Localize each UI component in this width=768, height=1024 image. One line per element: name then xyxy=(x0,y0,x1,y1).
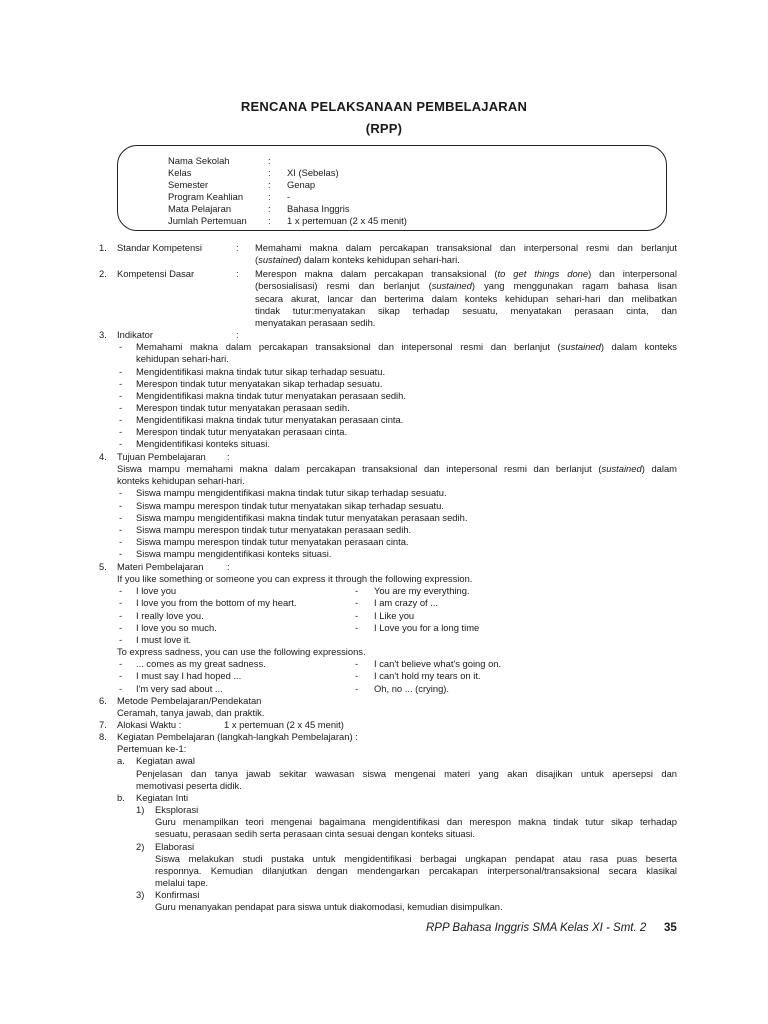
step-number: 3) xyxy=(136,889,145,900)
step-number: 1) xyxy=(136,804,145,815)
section-text: (sustained) dalam konteks kehidupan sehari-hari. xyxy=(255,254,460,265)
section-colon: : xyxy=(227,451,230,462)
expression-item: Oh, no ... (crying). xyxy=(374,683,450,694)
bullet-dash: - xyxy=(119,390,123,401)
bullet-dash: - xyxy=(119,500,123,511)
step-text: responnya. Kemudian dilanjutkan dengan mendengarkan percakapan interpersonal/transaksional secara klasikal xyxy=(155,865,677,876)
expression-item: I can't hold my tears on it. xyxy=(374,670,481,681)
bullet-dash: - xyxy=(119,634,123,645)
sub-number: a. xyxy=(117,755,125,766)
section-text: tindak tutur:menyatakan sikap terhadap sesuatu, menyatakan perasaan cinta, dan xyxy=(255,305,677,316)
sub-text: Penjelasan dan tanya jawab sekitar wawasan siswa mengenai materi yang akan disajikan untuk apersepsi dan xyxy=(136,768,677,779)
footer-title: RPP Bahasa Inggris SMA Kelas XI - Smt. 2 xyxy=(426,922,647,934)
bullet-dash: - xyxy=(355,597,359,608)
list-item: Mengidentifikasi konteks situasi. xyxy=(136,438,270,449)
bullet-dash: - xyxy=(119,487,123,498)
list-item: kehidupan sehari-hari. xyxy=(136,353,229,364)
bullet-dash: - xyxy=(119,622,123,633)
sub-label: Kegiatan awal xyxy=(136,755,195,766)
step-text: Guru menanyakan pendapat para siswa untuk diakomodasi, kemudian disimpulkan. xyxy=(155,901,503,912)
page-title: RENCANA PELAKSANAAN PEMBELAJARAN xyxy=(240,99,528,114)
page-number: 35 xyxy=(664,922,677,934)
bullet-dash: - xyxy=(119,426,123,437)
section-text: secara akurat, lancar dan berterima dalam konteks kehidupan sehari-hari dan melibatkan xyxy=(255,293,677,304)
expression-item: I Like you xyxy=(374,610,415,621)
section-label: Kompetensi Dasar xyxy=(117,268,195,279)
section-number: 1. xyxy=(99,242,107,253)
section-number: 8. xyxy=(99,731,107,742)
bullet-dash: - xyxy=(119,585,123,596)
section-label: Kegiatan Pembelajaran (langkah-langkah Pembelajaran) : xyxy=(117,731,358,742)
list-item: Merespon tindak tutur menyatakan perasaan cinta. xyxy=(136,426,348,437)
list-item: Merespon tindak tutur menyatakan sikap terhadap sesuatu. xyxy=(136,378,383,389)
bullet-dash: - xyxy=(119,341,123,352)
step-number: 2) xyxy=(136,841,145,852)
bullet-dash: - xyxy=(119,683,123,694)
section-number: 5. xyxy=(99,561,107,572)
document-page: RENCANA PELAKSANAAN PEMBELAJARAN (RPP) Nama Sekolah : Kelas : XI (Sebelas) Semester : Genap Program Keahlian : - Mata Pelajaran : Bahasa Inggris Jumlah Pertemuan : 1 x pertemuan (2 x 45 menit) 1. Standar Kompetensi : Memahami makna dalam percakapan transaksional dan interpersonal resmi dan berlanjut (sustained) dalam konteks kehidupan sehari-hari. 2. Kompetensi Dasar : Merespon makna dalam percakapan transaksional (to get things done) dan interpersonal (bersosialisasi) resmi dan berlanjut (sustained) yang menggunakan ragam bahasa lisan secara akurat, lancar dan berterima dalam konteks kehidupan sehari-hari dan melibatkan tindak tutur:menyatakan sikap terhadap sesuatu, menyatakan perasaan cinta, dan menyatakan perasaan sedih. 3. Indikator : - Memahami makna dalam percakapan transaksional dan intepersonal resmi dan berlanjut (sustained) dalam konteks kehidupan sehari-hari. - Mengidentifikasi makna tindak tutur sikap terhadap sesuatu. - Merespon tindak tutur menyatakan sikap terhadap sesuatu. - Mengidentifikasi makna tindak tutur menyatakan perasaan sedih. - Merespon tindak tutur menyatakan perasaan sedih. - Mengidentifikasi makna tindak tutur menyatakan perasaan cinta. - Merespon tindak tutur menyatakan perasaan cinta. - Mengidentifikasi konteks situasi. 4. Tujuan Pembelajaran : Siswa mampu memahami makna dalam percakapan transaksional dan intepersonal resmi dan berlanjut (sustained) dalam konteks kehidupan sehari-hari. - Siswa mampu mengidentifikasi makna tindak tutur sikap terhadap sesuatu. - Siswa mampu merespon tindak tutur menyatakan sikap terhadap sesuatu. - Siswa mampu mengidentifikasi makna tindak tutur menyatakan perasaan sedih. - Siswa mampu merespon tindak tutur menyatakan perasaan sedih. - Siswa mampu merespon tindak tutur menyatakan perasaan cinta. - Siswa mampu mengidentifikasi konteks situasi. 5. Materi Pembelajaran : If you like something or someone you can express it through the following expression. - I love you - You are my everything. - I love you from the bottom of my heart. - I am crazy of ... - I really love you. - I Like you - I love you so much. - I Love you for a long time - I must love it. To express sadness, you can use the following expressions. - ... comes as my great sadness. - I can't believe what's going on. - I must say I had hoped ... - I can't hold my tears on it. - I'm very sad about ... - Oh, no ... (crying). 6. Metode Pembelajaran/Pendekatan Ceramah, tanya jawab, dan praktik. 7. Alokasi Waktu : 1 x pertemuan (2 x 45 menit) 8. Kegiatan Pembelajaran (langkah-langkah Pembelajaran) : Pertemuan ke-1: a. Kegiatan awal Penjelasan dan tanya jawab sekitar wawasan siswa mengenai materi yang akan disajikan untuk apersepsi dan memotivasi peserta didik. b. Kegiatan Inti 1) Eksplorasi Guru menampilkan teori mengenai bagaimana mengidentifikasi dan merespon makna tindak tutur sikap terhadap sesuatu, perasaan sedih serta perasaan cinta sesuai dengan konteks situasi. 2) Elaborasi Siswa melakukan studi pustaka untuk mengidentifikasi berbagai ungkapan pendapat atau rasa puas beserta responnya. Kemudian dilanjutkan dengan mendengarkan percakapan interpersonal/transaksional secara klasikal melalui tape. 3) Konfirmasi Guru menanyakan pendapat para siswa untuk diakomodasi, kemudian disimpulkan. RPP Bahasa Inggris SMA Kelas XI - Smt. 2 35 xyxy=(0,0,768,1024)
section-text: Memahami makna dalam percakapan transaksional dan interpersonal resmi dan berlanjut xyxy=(255,242,677,253)
bullet-dash: - xyxy=(119,597,123,608)
bullet-dash: - xyxy=(355,670,359,681)
list-item: Siswa mampu mengidentifikasi makna tindak tutur sikap terhadap sesuatu. xyxy=(136,487,447,498)
section-colon: : xyxy=(236,268,239,279)
section-text: Pertemuan ke-1: xyxy=(117,743,187,754)
section-number: 7. xyxy=(99,719,107,730)
bullet-dash: - xyxy=(355,585,359,596)
bullet-dash: - xyxy=(119,536,123,547)
step-label: Eksplorasi xyxy=(155,804,199,815)
section-text: Ceramah, tanya jawab, dan praktik. xyxy=(117,707,265,718)
expression-item: I'm very sad about ... xyxy=(136,683,223,694)
sub-number: b. xyxy=(117,792,125,803)
bullet-dash: - xyxy=(355,683,359,694)
section-number: 2. xyxy=(99,268,107,279)
expression-item: You are my everything. xyxy=(374,585,470,596)
list-item: Merespon tindak tutur menyatakan perasaan sedih. xyxy=(136,402,350,413)
list-item: Mengidentifikasi makna tindak tutur menyatakan perasaan sedih. xyxy=(136,390,406,401)
expression-item: I am crazy of ... xyxy=(374,597,439,608)
expression-item: ... comes as my great sadness. xyxy=(136,658,266,669)
list-item: Mengidentifikasi makna tindak tutur menyatakan perasaan cinta. xyxy=(136,414,404,425)
section-colon: : xyxy=(227,561,230,572)
section-text: 1 x pertemuan (2 x 45 menit) xyxy=(224,719,344,730)
expression-item: I Love you for a long time xyxy=(374,622,480,633)
section-number: 4. xyxy=(99,451,107,462)
sub-label: Kegiatan Inti xyxy=(136,792,189,803)
list-item: Memahami makna dalam percakapan transaksional dan intepersonal resmi dan berlanjut (sustained) dalam konteks xyxy=(136,341,677,352)
bullet-dash: - xyxy=(119,512,123,523)
bullet-dash: - xyxy=(119,402,123,413)
section-label: Metode Pembelajaran/Pendekatan xyxy=(117,695,262,706)
step-text: melalui tape. xyxy=(155,877,209,888)
list-item: Siswa mampu merespon tindak tutur menyatakan sikap terhadap sesuatu. xyxy=(136,500,444,511)
page-subtitle: (RPP) xyxy=(365,121,403,136)
bullet-dash: - xyxy=(355,622,359,633)
sub-text: memotivasi peserta didik. xyxy=(136,780,242,791)
section-number: 6. xyxy=(99,695,107,706)
section-number: 3. xyxy=(99,329,107,340)
step-label: Elaborasi xyxy=(155,841,195,852)
section-label: Indikator xyxy=(117,329,153,340)
list-item: Siswa mampu merespon tindak tutur menyatakan perasaan cinta. xyxy=(136,536,409,547)
list-item: Mengidentifikasi makna tindak tutur sikap terhadap sesuatu. xyxy=(136,366,386,377)
section-colon: : xyxy=(236,329,239,340)
section-text: (bersosialisasi) resmi dan berlanjut (sustained) yang menggunakan ragam bahasa lisan xyxy=(255,280,677,291)
bullet-dash: - xyxy=(119,414,123,425)
bullet-dash: - xyxy=(119,524,123,535)
bullet-dash: - xyxy=(119,366,123,377)
section-text: konteks kehidupan sehari-hari. xyxy=(117,475,245,486)
section-text: Siswa mampu memahami makna dalam percakapan transaksional dan intepersonal resmi dan berlanjut (sustained) dalam xyxy=(117,463,677,474)
bullet-dash: - xyxy=(119,378,123,389)
section-colon: : xyxy=(236,242,239,253)
section-label: Materi Pembelajaran xyxy=(117,561,204,572)
expression-item: I really love you. xyxy=(136,610,204,621)
step-label: Konfirmasi xyxy=(155,889,200,900)
step-text: Guru menampilkan teori mengenai bagaimana mengidentifikasi dan merespon makna tindak tutur sikap terhadap xyxy=(155,816,677,827)
bullet-dash: - xyxy=(355,658,359,669)
bullet-dash: - xyxy=(119,548,123,559)
section-text: Merespon makna dalam percakapan transaksional (to get things done) dan interpersonal xyxy=(255,268,677,279)
bullet-dash: - xyxy=(119,438,123,449)
bullet-dash: - xyxy=(119,610,123,621)
list-item: Siswa mampu mengidentifikasi konteks situasi. xyxy=(136,548,332,559)
section-label: Alokasi Waktu : xyxy=(117,719,182,730)
expression-item: I love you from the bottom of my heart. xyxy=(136,597,297,608)
list-item: Siswa mampu merespon tindak tutur menyatakan perasaan sedih. xyxy=(136,524,412,535)
expression-item: I love you so much. xyxy=(136,622,217,633)
bullet-dash: - xyxy=(119,658,123,669)
list-item: Siswa mampu mengidentifikasi makna tindak tutur menyatakan perasaan sedih. xyxy=(136,512,468,523)
expression-item: I must say I had hoped ... xyxy=(136,670,242,681)
section-label: Tujuan Pembelajaran xyxy=(117,451,206,462)
expression-item: I can't believe what's going on. xyxy=(374,658,502,669)
expression-item: I must love it. xyxy=(136,634,192,645)
bullet-dash: - xyxy=(355,610,359,621)
section-text: menyatakan perasaan sedih. xyxy=(255,317,376,328)
section-label: Standar Kompetensi xyxy=(117,242,202,253)
step-text: Siswa melakukan studi pustaka untuk mengidentifikasi berbagai ungkapan pendapat atau rasa puas beserta xyxy=(155,853,677,864)
section-text: To express sadness, you can use the following expressions. xyxy=(117,646,366,657)
step-text: sesuatu, perasaan sedih serta perasaan cinta sesuai dengan konteks situasi. xyxy=(155,828,475,839)
expression-item: I love you xyxy=(136,585,177,596)
section-text: If you like something or someone you can express it through the following expression. xyxy=(117,573,473,584)
bullet-dash: - xyxy=(119,670,123,681)
